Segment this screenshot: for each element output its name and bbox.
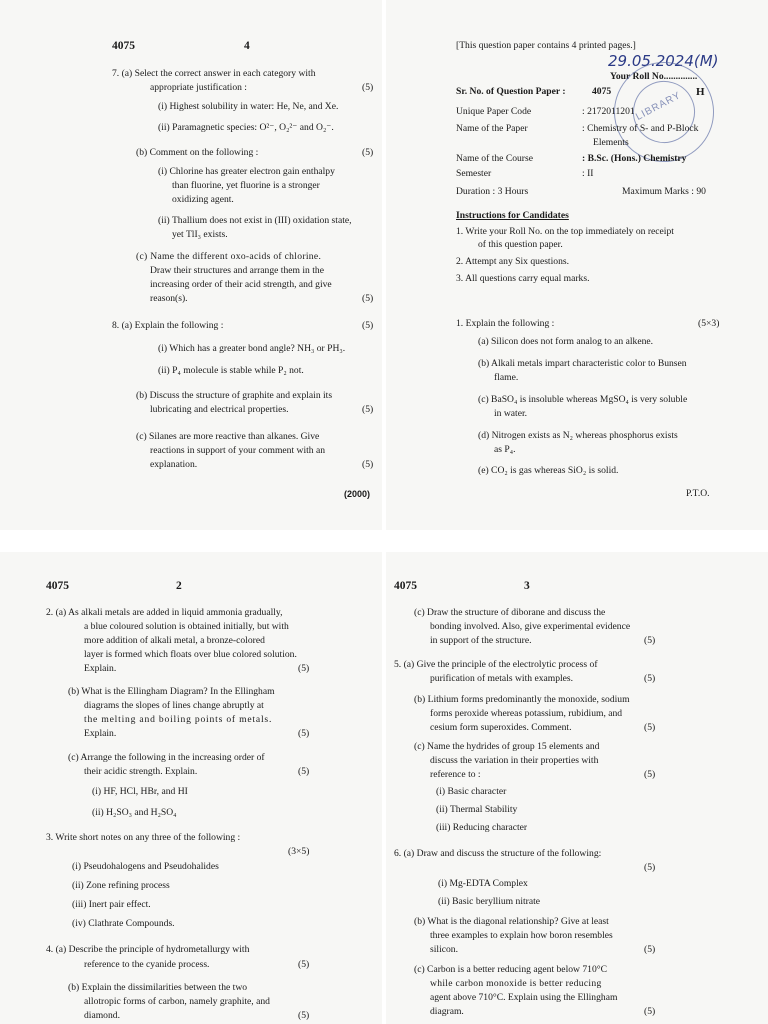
marks: (5) <box>644 1006 656 1017</box>
upc-value: : 2172011201 <box>582 106 635 117</box>
text-line: (ii) Paramagnetic species: O²⁻, O₂²⁻ and O₂⁻. <box>158 122 334 133</box>
marks: (5) <box>362 404 374 415</box>
text-line: in support of the structure. <box>430 635 532 646</box>
text-line: reference to : <box>430 769 481 780</box>
text-line: (ii) H₂SO₃ and H₂SO₄ <box>92 807 177 818</box>
list-item: (i) Basic character <box>436 786 507 797</box>
question-5a: 5. (a) Give the principle of the electrolytic process of <box>394 659 598 670</box>
marks: (5) <box>362 459 374 470</box>
marks: (3×5) <box>288 846 310 857</box>
sr-no-value: 4075 <box>592 86 612 97</box>
semester-value: : II <box>582 168 594 179</box>
text-line: (ii) P₄ molecule is stable while P₂ not. <box>158 365 304 376</box>
page-number: 2 <box>176 580 182 592</box>
text-line: diagram. <box>430 1006 464 1017</box>
text-line: three examples to explain how boron resembles <box>430 930 613 941</box>
text-line: (i) Which has a greater bond angle? NH₃ or PH₃. <box>158 343 346 354</box>
print-count: (2000) <box>344 489 371 499</box>
marks: (5) <box>644 769 656 780</box>
text-line: cesium form superoxides. Comment. <box>430 722 572 733</box>
instruction-2: 2. Attempt any Six questions. <box>456 256 569 267</box>
text-line: allotropic forms of carbon, namely graphite, and <box>84 996 270 1007</box>
question-4b: (b) Explain the dissimilarities between the two <box>68 982 248 993</box>
sr-no-h: H <box>696 86 705 98</box>
instruction-1-cont: of this question paper. <box>478 239 563 250</box>
text-line: increasing order of their acid strength, and give <box>150 279 332 290</box>
paper-name-value: : Chemistry of S- and P-Block <box>582 123 699 134</box>
page-number: 4 <box>244 40 250 52</box>
duration: Duration : 3 Hours <box>456 186 529 197</box>
text-line: reference to the cyanide process. <box>84 959 210 970</box>
paper-code: 4075 <box>394 580 417 592</box>
question-6b: (b) What is the diagonal relationship? Give at least <box>414 916 609 927</box>
list-item: (i) Mg-EDTA Complex <box>438 878 528 889</box>
text-line: (i) Chlorine has greater electron gain enthalpy <box>158 166 335 177</box>
question-1d: (d) Nitrogen exists as N₂ whereas phosphorus exists <box>478 430 678 441</box>
text-line: (ii) Thallium does not exist in (III) oxidation state, <box>158 215 352 226</box>
marks: (5) <box>298 728 310 739</box>
question-6a: 6. (a) Draw and discuss the structure of the following: <box>394 848 602 859</box>
page-number: 3 <box>524 580 530 592</box>
text-line: as P₄. <box>494 444 516 455</box>
text-line: a blue coloured solution is obtained initially, but with <box>84 621 289 632</box>
text-line: their acidic strength. Explain. <box>84 766 198 777</box>
marks: (5) <box>362 147 374 158</box>
page-count-note: [This question paper contains 4 printed pages.] <box>456 40 636 51</box>
page-1 <box>386 0 768 530</box>
text-line: forms peroxide whereas potassium, rubidium, and <box>430 708 623 719</box>
marks: (5) <box>644 862 656 873</box>
text-line: more addition of alkali metal, a bronze-colored <box>84 635 265 646</box>
marks: (5) <box>298 663 310 674</box>
library-stamp-icon: LIBRARY <box>596 44 731 179</box>
roll-number-line: Your Roll No.............. <box>610 71 698 82</box>
question-6c: (c) Carbon is a better reducing agent below 710°C <box>414 964 607 975</box>
text-line: bonding involved. Also, give experimental evidence <box>430 621 631 632</box>
upc-label: Unique Paper Code <box>456 106 532 117</box>
marks: (5) <box>362 82 374 93</box>
note-item: (iii) Inert pair effect. <box>72 899 151 910</box>
text-line: while carbon monoxide is better reducing <box>430 978 602 989</box>
text-line: Explain. <box>84 728 117 739</box>
question-4a: 4. (a) Describe the principle of hydrometallurgy with <box>46 944 250 955</box>
paper-name-label: Name of the Paper <box>456 123 528 134</box>
question-3: 3. Write short notes on any three of the following : <box>46 832 241 843</box>
course-value: : B.Sc. (Hons.) Chemistry <box>582 153 687 164</box>
marks: (5) <box>644 722 656 733</box>
marks: (5) <box>644 635 656 646</box>
text-line: Draw their structures and arrange them in the <box>150 265 324 276</box>
list-item: (ii) Thermal Stability <box>436 804 518 815</box>
marks: (5) <box>362 320 374 331</box>
marks: (5×3) <box>698 318 720 329</box>
question-2b: (b) What is the Ellingham Diagram? In the Ellingham <box>68 686 275 697</box>
text-line: reason(s). <box>150 293 188 304</box>
paper-name-value-2: Elements <box>593 137 629 148</box>
text-line: reactions in support of your comment with an <box>150 445 326 456</box>
text-line: flame. <box>494 372 519 383</box>
question-8c: (c) Silanes are more reactive than alkanes. Give <box>136 431 320 442</box>
question-2a: 2. (a) As alkali metals are added in liquid ammonia gradually, <box>46 607 283 618</box>
page-4 <box>0 0 382 530</box>
marks: (5) <box>644 944 656 955</box>
course-label: Name of the Course <box>456 153 533 164</box>
text-line: diagrams the slopes of lines change abruptly at <box>84 700 264 711</box>
question-5c: (c) Name the hydrides of group 15 elements and <box>414 741 600 752</box>
question-8b: (b) Discuss the structure of graphite and explain its <box>136 390 333 401</box>
text-line: in water. <box>494 408 528 419</box>
marks: (5) <box>644 673 656 684</box>
paper-code: 4075 <box>112 40 135 52</box>
text-line: lubricating and electrical properties. <box>150 404 289 415</box>
page-2 <box>0 552 382 1024</box>
list-item: (ii) Basic beryllium nitrate <box>438 896 541 907</box>
handwritten-date: 29.05.2024(M) <box>608 52 719 70</box>
instruction-3: 3. All questions carry equal marks. <box>456 273 590 284</box>
text-line: silicon. <box>430 944 458 955</box>
question-1: 1. Explain the following : <box>456 318 555 329</box>
text-line: purification of metals with examples. <box>430 673 574 684</box>
sr-no-label: Sr. No. of Question Paper : <box>456 86 566 97</box>
question-7b: (b) Comment on the following : <box>136 147 259 158</box>
question-7c: (c) Name the different oxo-acids of chlorine. <box>136 251 322 262</box>
question-1c: (c) BaSO₄ is insoluble whereas MgSO₄ is very soluble <box>478 394 688 405</box>
text-line: appropriate justification : <box>150 82 247 93</box>
question-1a: (a) Silicon does not form analog to an alkene. <box>478 336 654 347</box>
text-line: (i) Highest solubility in water: He, Ne, and Xe. <box>158 101 339 112</box>
question-5b: (b) Lithium forms predominantly the monoxide, sodium <box>414 694 630 705</box>
list-item: (iii) Reducing character <box>436 822 528 833</box>
paper-code: 4075 <box>46 580 69 592</box>
text-line: (i) HF, HCl, HBr, and HI <box>92 786 188 797</box>
marks: (5) <box>362 293 374 304</box>
text-line: oxidizing agent. <box>172 194 234 205</box>
instruction-1: 1. Write your Roll No. on the top immediately on receipt <box>456 226 674 237</box>
question-1e: (e) CO₂ is gas whereas SiO₂ is solid. <box>478 465 619 476</box>
question-7a: 7. (a) Select the correct answer in each category with <box>112 68 316 79</box>
text-line: layer is formed which floats over blue colored solution. <box>84 649 297 660</box>
text-line: discuss the variation in their properties with <box>430 755 599 766</box>
text-line: yet TlI₃ exists. <box>172 229 228 240</box>
question-2c: (c) Arrange the following in the increasing order of <box>68 752 265 763</box>
instructions-title: Instructions for Candidates <box>456 210 569 221</box>
question-8a: 8. (a) Explain the following : <box>112 320 224 331</box>
text-line: diamond. <box>84 1010 120 1021</box>
note-item: (ii) Zone refining process <box>72 880 170 891</box>
text-line: agent above 710°C. Explain using the Ellingham <box>430 992 618 1003</box>
semester-label: Semester <box>456 168 492 179</box>
maximum-marks: Maximum Marks : 90 <box>622 186 706 197</box>
question-1b: (b) Alkali metals impart characteristic color to Bunsen <box>478 358 687 369</box>
text-line: than fluorine, yet fluorine is a stronger <box>172 180 320 191</box>
text-line: the melting and boiling points of metals. <box>84 714 273 725</box>
note-item: (i) Pseudohalogens and Pseudohalides <box>72 861 219 872</box>
marks: (5) <box>298 766 310 777</box>
text-line: explanation. <box>150 459 198 470</box>
marks: (5) <box>298 959 310 970</box>
page-3 <box>386 552 768 1024</box>
text-line: Explain. <box>84 663 117 674</box>
question-4c: (c) Draw the structure of diborane and discuss the <box>414 607 606 618</box>
note-item: (iv) Clathrate Compounds. <box>72 918 175 929</box>
marks: (5) <box>298 1010 310 1021</box>
pto: P.T.O. <box>686 488 710 499</box>
